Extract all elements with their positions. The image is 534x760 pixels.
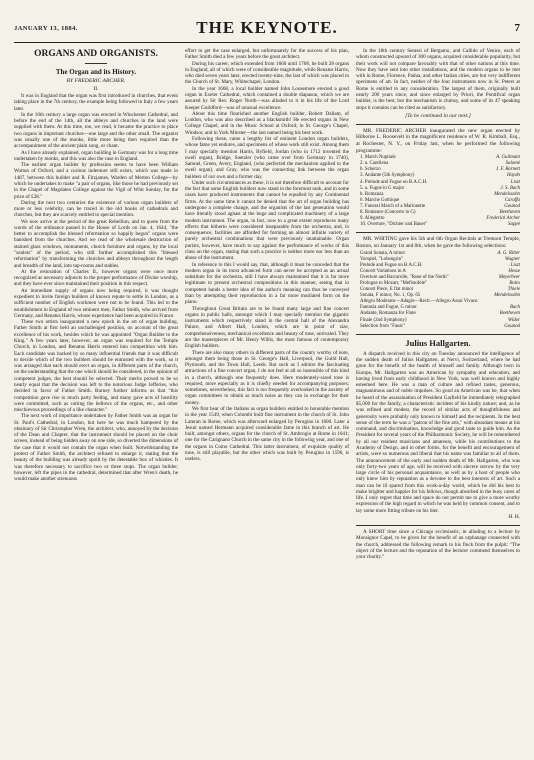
masthead-title: THE KEYNOTE. (196, 18, 338, 37)
programme-title: Grand Sonata, A minor (360, 250, 406, 256)
column-1-body (14, 93, 178, 482)
running-header (14, 18, 520, 40)
programme-composer: Gounod (504, 323, 520, 329)
paragraph: About this time flourished another English builder, Robert Dallam, of London, who was also described as a blacksmith! He erected organs in New College Chapel, and in the Music School at Oxford; in St. George's Chapel, Windsor, and in York Minster—the last named being his best work. (185, 110, 349, 136)
programme-composer: Suppé (508, 222, 520, 228)
programme-title: Concert Piece, E flat minor (360, 287, 414, 293)
programme-title: 7. Funeral March of a Marionette (360, 203, 426, 209)
programme-title: Finale (2nd Symphony) (360, 317, 407, 323)
programme-composer: Widor (508, 317, 520, 323)
programme-item (360, 324, 520, 330)
column-1 (14, 48, 178, 752)
column-3-body (356, 48, 520, 111)
programme-composer: Beethoven (499, 210, 520, 216)
paragraph: During the next two centuries the existence of various organ builders of more or less celebrity, can be traced in the old books of cathedrals and churches, but they are scarcely entitled to special mention. (14, 199, 178, 219)
header-rule (14, 42, 520, 43)
programme-composer: Frederick Archer (486, 216, 520, 222)
page-number: 7 (514, 22, 520, 34)
programme-composer: Liszt (510, 179, 520, 185)
programme-composer: Hesse (508, 268, 520, 274)
programme-title: Andante, Romanza for Flute (360, 311, 416, 317)
programme-title: 5. a. Fugue in G major (360, 185, 405, 191)
programme-title: 4. Prelude and Fugue on B.A.C.H. (360, 179, 428, 185)
column-3 (356, 48, 520, 752)
paragraph: An immediate supply of organs now being required, it was thought expedient to invite foreign builders of known repute to settle in London, as a sufficient number of English workmen were not to be found. This led to the establishment in England of two eminent men, Father Smith, who arrived from Germany, and Renatus Harris, whose experience had been acquired in France. (14, 287, 178, 319)
paragraph: Throughout Great Britain are to be found many large and fine concert organs in public halls, amongst which I may specially mention the gigantic instruments which respectively stand in the central hall of the Alexandra Palace, and Albert Hall, London, which are in point of size, comprehensiveness, mechanical excellence and beauty of tone, unrivaled. They are the masterpieces of Mr. Henry Willis, the most famous of contemporary English builders. (185, 305, 349, 350)
issue-date: JANUARY 13, 1884. (14, 25, 78, 32)
programme-title: Fantasia and Fugue, G minor (360, 305, 417, 311)
section-rule (356, 525, 520, 526)
programme-composer: A. G. Ritter (497, 250, 520, 256)
paragraph: effort to get the case enlarged, but unfortunately for the success of his plan, Father Smith died a few years before the great architect. (185, 48, 349, 61)
recital-1-programme (360, 155, 520, 228)
programme-title: 8. Romance (Concerto in G) (360, 210, 416, 216)
paragraph: The earliest organ builder by profession seems to have been William Wotton of Oxford, and a curious indenture still exists, which was made in 1487, between this builder and R. Fitzjames, Warden of Merton College—by which he undertakes to make "a pair of organs, like those he had previously set in the Chapel of Magdalen College against the Vigil of Whit Sunday, for the price of £28." (14, 162, 178, 200)
programme-composer: J. S. Bach (500, 185, 520, 191)
closing-paragraph: A SHORT time since a Chicago ecclesiastic, in alluding to a lecture by Monsignor Capel, to be given for the benefit of an orphanage connected with the church, addressed the following remark to his flock from the pulpit: "The object of the lecture and the reputation of the lecturer commend themselves to your charity." (356, 529, 520, 561)
article-part: II. (93, 86, 99, 92)
recital-2-intro: MR. WHITING gave his 5th and 6th Organ Recitals at Tremont Temple, Boston, on January 1st and 8th, when he gave the following selections: (356, 236, 520, 249)
paragraph: Under such circumstances as these, it is not therefore difficult to account for the fact that some English builders now stand in the foremost rank, and in some cases have produced instruments that cannot be equalled by any Continental firms. At the same time it cannot be denied that the art of organ building has undergone a complete change, and the organists of the last generation would have literally stood aghast at the huge and complicated machinery of a large modern instrument. The organ, in fact, now to a great extent reproduces many effects that hitherto were considered inseparable from the orchestra, and, in consequence, facilities are afforded for forming an almost infinite variety of purely orchestral combinations that were previously unattainable. Organ purists, however, have much to say against the performance of works of this class on the organ, stating that such a practice is neither more nor less than an abuse of the instrument. (185, 179, 349, 262)
programme-composer: Beethoven (499, 311, 520, 317)
programme-title: b. Romanza (360, 191, 384, 197)
paragraph: In the 18th century Serassi of Bergamo, and Callido of Venice, each of whom constructed upward of 300 organs, acquired considerable popularity, but their work will not compare favorably with that of other nations at this time. Now they have sent into other installations, and the modern organs to be met with in Rome, Florence, Padua, and other Italian cities, are but very indifferent specimens of art. In fact, neither of the four instruments now in St. Peters at Rome is entitled to any consideration. The largest of them, originally built nearly 200 years since, and since enlarged by Priori, the Pontifical organ builder, is the best, but the mechanism is clumsy, and some of its 47 speaking stops it contains can be cited as satisfactory. (356, 48, 520, 111)
recital-1-intro: MR. FREDERIC ARCHER inaugurated the new organ erected by Hilborne L. Roosevelt in the magnificent residence of W. R. Kimball, Esq., at Rochester, N. Y., on Friday last, when he performed the following programme: (356, 127, 520, 154)
article-heading: ORGANS AND ORGANISTS. (34, 49, 158, 59)
programme-composer: Thiele (507, 287, 520, 293)
programme-composer: Haydn (506, 173, 520, 179)
article-subheading: The Organ and its History. (55, 68, 137, 76)
programme-title: 10. Overture, "Dichter und Bauer" (360, 222, 428, 228)
column-2 (185, 48, 349, 752)
programme-composer: Gounod (504, 203, 520, 209)
programme-title: Selection from "Faust" (360, 323, 405, 329)
paragraph: In the year 1668, a local builder named John Loosemore erected a good organ in Exeter Cathedral, which contained a double diapason, which we are assured by Sir Rev. Roger North—was alluded to it in his life of the Lord Keeper Guildford—was of unusual excellence. (185, 85, 349, 111)
obituary-signature: H. H. (508, 514, 520, 521)
paragraph: In reference to this I would say, that, although it must be conceded that the modern organ in its most advanced form can never be accepted as an actual substitute for the orchestra, still I have always maintained that it is far more legitimate to present orchestral compositions in this manner, seeing that in competent hands a better idea of the author's meaning can thus be conveyed than by attempting their reproduction in a far more mutilated form on the piano. (185, 261, 349, 306)
continued-note: [To be continued in our next.] (405, 112, 471, 119)
programme-title: 9. Allegretto (360, 216, 385, 222)
programme-title: 1. March Nuptiale (360, 155, 396, 161)
paragraph: A dispatch received in this city on Tuesday announced the intelligence of the sudden death of Julius Hallgarten, at Nervi, Switzerland, where he had gone for the benefit of the health of himself and family. Although born in Europe, Mr. Hallgarten was an American by sympathy and education, and having lived from early childhood in New York, was well known and highly esteemed here. He was a man of culture and refined tastes, generous, magnanimous and of noble impulses. So good an American was he, that when he heard of the assassination of President Garfield he immediately telegraphed $5,000 for the family, a characteristic incident of his kindly nature; and, as he was refined and modest, the record of similar acts of thoughtfulness and generosity were probably only known to himself and the recipients. In the best sense of the term he was a "patron of the fine arts," with abundant means at his command, and discrimination, knowledge and good taste to guide him. As the President for several years of the Philharmonic Society, he will be remembered by all our resident musicians and amateurs, while his contributions to the Academy of Design, and in other forms, for the benefit and encouragement of artists, were so numerous and liberal that his name was familiar to all of them. The announcement of the early and sudden death of Mr. Hallgarten, who was only forty-two years of age, will be received with sincere sorrow by the very large circle of his personal acquaintance, as well as by a host of people who only knew him by reputation as a devotee to the best interests of art. Such a man can be ill spared from this work-a-day world, which he did his best to make brighter and happier for his fellows, though absorbed in the busy cares of life. I only regret that time and space do not permit me to give a more worthy expression of the high regard in which he was held by common consent, and to lay some more fitting tribute on his bier. (356, 350, 520, 514)
section-rule (356, 334, 520, 335)
paragraph: There are also many others in different parts of the country worthy of note, amongst them being those in St. George's Hall, Liverpool, the Guild Hall, Plymouth, and the Town Hall, Leeds. But such as I admire the fascinating attractions of a fine concert organ, I do not feel at all so insensible of this kind in a church, although one frequently does. Here moderately-sized tone is required, more especially as it is chiefly needed for accompanying purposes; sometimes, nevertheless, this fact is too frequently overlooked in the anxiety of organ committees to obtain as much noise as they can in exchange for their money. (185, 349, 349, 406)
programme-title: Overture and Barcarolle, "Rose of the North" (360, 274, 449, 280)
paragraph: Following these, came a lengthy list of eminent London organ builders, whose fame yet endures, and specimens of whose work still exist. Among them I may specially mention Harris, Byfield, Jordan (who in 1712 invented the swell organ), Bridge, Snetzler (who came over from Germany in 1740), Samuel, Green, Avery, England, (who perfected the mechanism applied to the swell organ), and Gray, who was the connecting link between the organ builders of our own and a former day. (185, 135, 349, 180)
programme-title: Sonata, F minor, No. 1, Op. 65 (360, 293, 421, 299)
section-rule (356, 124, 520, 125)
paragraph: In the 10th century a large organ was erected in Winchester Cathedral, and before the end of the 14th, all the abbeys and churches in the land were supplied with them. At this time, too, we read, it became the practice to place two organs in important churches—one large and the other small. The organist was usually one of the monks, little more being then required than the accompaniment of the ancient plain song, or chant. (14, 111, 178, 150)
programme-composer: A. Guilmant (496, 155, 520, 161)
programme-title: 3. Andante (5th Symphony) (360, 173, 415, 179)
paragraph: As I have already explained, organ building in Germany was for a long time undertaken by monks, and this was also the case in England. (14, 149, 178, 162)
programme-composer: Salomé (505, 161, 520, 167)
programme-composer: Caraffa (504, 197, 520, 203)
programme-composer: Wagner (504, 256, 520, 262)
obituary-body (356, 351, 520, 514)
programme-title: 2. a. Cantilena (360, 161, 389, 167)
programme-title: Vorspiel, "Lohengrin" (360, 256, 404, 262)
programme-composer: Boito (509, 280, 520, 286)
programme-title: b. Scherzo (360, 167, 381, 173)
paragraph: During his career, which extended from 1660 until 1708, he built 28 organs in England, all of which were of considerable magnitude, while Renatus Harris, who died seven years later, erected twenty-nine, the last of which was placed in the Church of St. Mary, Whitechapel, London. (185, 60, 349, 86)
paragraph: It was in England that the organ was first introduced in churches, that event taking place in the 7th century, the example being followed in Italy a few years later. (14, 93, 178, 112)
section-rule (356, 232, 520, 233)
obituary-heading: Julius Hallgarten. (405, 337, 471, 348)
programme-title: Prelude and Fugue on B.A.C.H. (360, 262, 423, 268)
programme-composer: Mendelssohn (494, 191, 520, 197)
programme-title: 6. Marche Gothique (360, 197, 400, 203)
separator (85, 63, 107, 64)
paragraph: We first hear of the Italians as organ builders entitled to honorable mention in the year 1549, when Colombi built fine instrument in the church of St. John Lateran in Rome, which was afterward enlarged by Perugino in 1600. Later a Jesuit named Hermann acquired considerable fame in this branch of art. He built, amongst others, organs for the church of St. Ambrogio at Rome in 1641; one for the Carignano Church in the same city in the following year, and one of the organs in Como Cathedral. This latter instrument, of exquisite quality of tone, is still playable, but the other which was built by Perugino in 1596, is useless. (185, 406, 349, 463)
programme-title: Allegro Moderato—Adagio—Recit.—Allegro Assai Vivace. (360, 299, 479, 305)
paragraph: The next work of importance undertaken by Father Smith was an organ for St. Paul's Cathedral, in London, but here he was much hampered by the obstinacy of Sir Christopher Wren, the architect, who, annoyed by the decision of the Dean and Chapter, that the instrument should be placed on the choir screen, instead of being hidden away on one side, so diverted the dimensions of the case that it would not contain the organ when built. Notwithstanding the protest of Father Smith, the architect refused to enlarge it, stating that the beauty of the building was already spoilt by the detestable box of whistles. It was therefore necessary to sacrifice two or three stops. The organ builder, however, left the pipes in the cathedral, determined that after Wren's death, he would make another strenuous (14, 413, 178, 483)
recital-2-programme (360, 251, 520, 330)
programme-composer: Liszt (510, 262, 520, 268)
programme-composer: Mendelssohn (494, 293, 520, 299)
paragraph: We now arrive at the period of the great Rebellion, and to quote from the words of the ordinance passed in the House of Lords on Jan. 4, 1644, "the better to accomplish the blessed reformation so happily begun" organs were banished from the churches. And we read of the wholesale destruction of stained glass windows, monuments, church furniture and organs, by the local "zealots" of the period, who still further accomplished this "blessed reformation" by transforming the churches and abbeys throughout the length and breadth of the land, into tap-rooms and stables. (14, 218, 178, 269)
paragraph: These two artists inaugurated a new epoch in the art of organ building. Father Smith at first held an unchallenged position, on account of the great excellence of his work, besides which he was appointed "Organ Builder to the King." A few years later, however, an organ was required for the Temple Church, in London, and Renatus Harris entered into competition with him. Each candidate was backed by so many influential friends that it was difficult to decide which of the two builders should be entrusted with the work, so it was arranged that each should erect an organ, in different parts of the church, on the understanding that the one which should be considered, in the opinion of competent judges, the best should be selected. Their merits proved to be so nearly equal that the decision was left to the notorious Judge Jefferies, who decided in favor of Father Smith. Burney further informs us that "this competition gave rise to much party feeling, and many gave acts of hostility were committed, such as cutting the bellows of the organs, etc., and other mischievous proceedings of a like character." (14, 319, 178, 414)
programme-title: Prologue to Mozart, "Mefistofele" (360, 280, 428, 286)
article-byline: BY FREDERIC ARCHER. (66, 78, 126, 84)
programme-composer: Bach (509, 305, 520, 311)
programme-title: Concert Variations in A (360, 268, 406, 274)
programme-composer: Meyerbeer (498, 274, 520, 280)
programme-composer: J. F. Barnett (495, 167, 520, 173)
paragraph: At the restoration of Charles II., however organs were once more recognized as necessary adjuncts to the proper performance of Divine worship, and they have ever since maintained their position in this respect. (14, 268, 178, 288)
column-2-body (185, 48, 349, 463)
programme-item (360, 222, 520, 228)
